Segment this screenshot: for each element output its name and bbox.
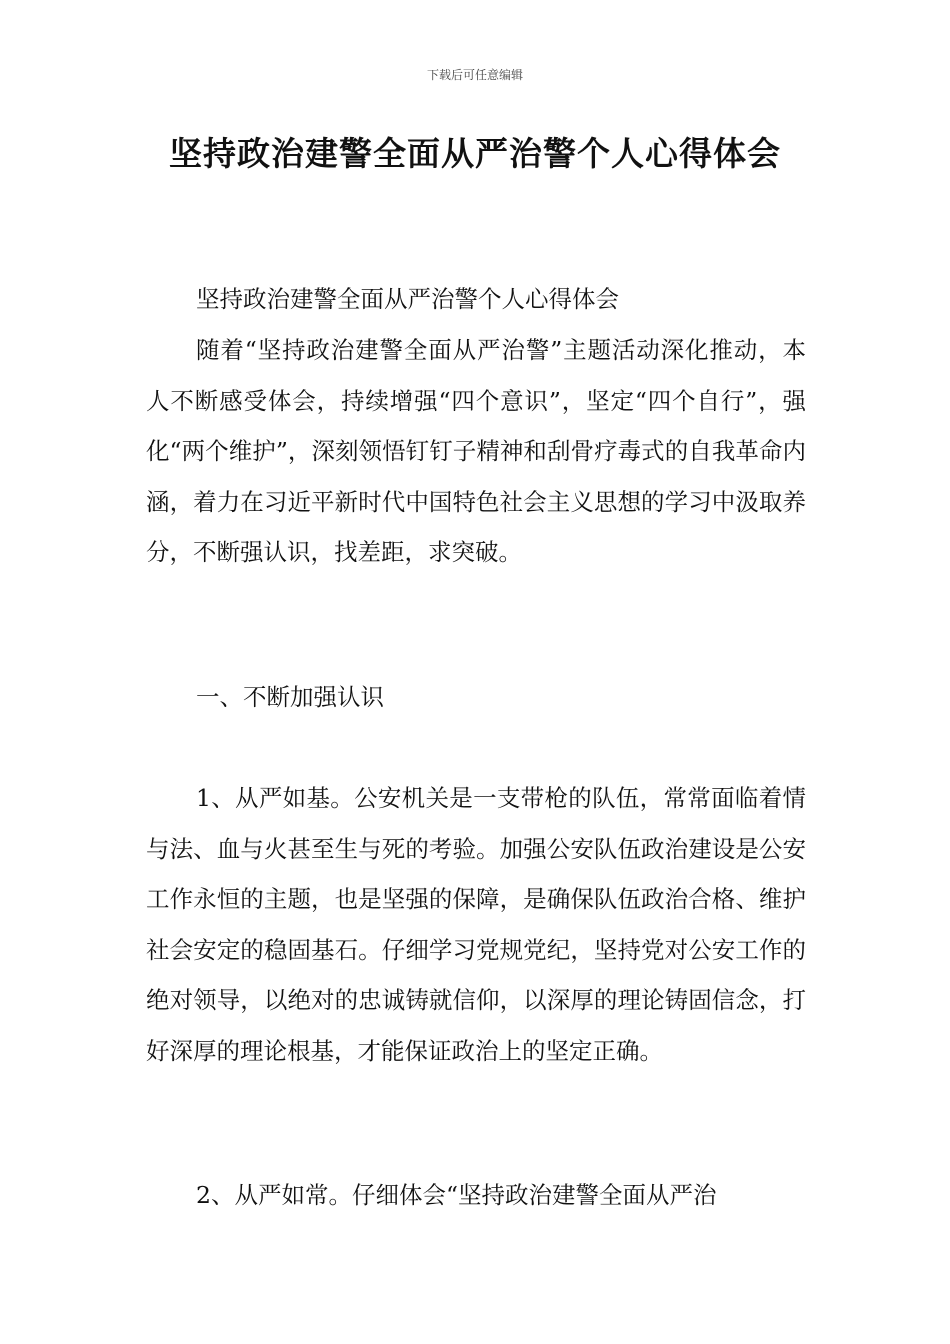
body-paragraph: 2、从严如常。仔细体会“坚持政治建警全面从严治 (196, 1181, 717, 1209)
document-title: 坚持政治建警全面从严治警个人心得体会 (169, 134, 781, 173)
body-paragraph: 1、从严如基。公安机关是一支带枪的队伍，常常面临着情与法、血与火甚至生与死的考验。加强公安队伍政治建设是公安工作永恒的主题，也是坚强的保障，是确保队伍政治合格、维护社会安定的稳固基石。仔细学习党规党纪，坚持党对公安工作的绝对领导，以绝对的忠诚铸就信仰，以深厚的理论铸固信念，打好深厚的理论根基，才能保证政治上的坚定正确。 (146, 784, 806, 1065)
intro-paragraph: 随着“坚持政治建警全面从严治警”主题活动深化推动，本人不断感受体会，持续增强“四个意识”，坚定“四个自行”，强化“两个维护”，深刻领悟钉钉子精神和刮骨疗毒式的自我革命内涵，着力在习近平新时代中国特色社会主义思想的学习中汲取养分，不断强认识，找差距，求突破。 (146, 336, 806, 566)
document-subtitle: 坚持政治建警全面从严治警个人心得体会 (196, 285, 619, 313)
section-heading: 一、不断加强认识 (196, 683, 384, 711)
page-header-note: 下载后可任意编辑 (426, 68, 523, 82)
